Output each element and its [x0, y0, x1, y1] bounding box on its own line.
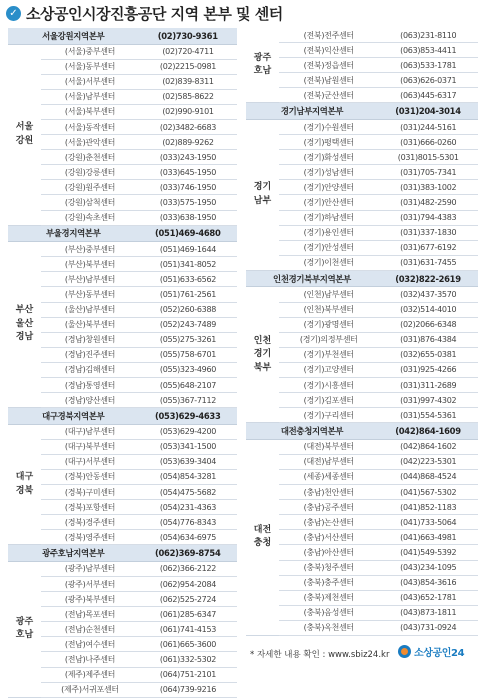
center-name: (부산)동부센터 — [64, 289, 116, 299]
center-name: (강원)강릉센터 — [64, 167, 116, 177]
center-name: (전남)목포센터 — [64, 609, 116, 619]
center-row — [41, 45, 237, 60]
center-name: (충남)서산센터 — [303, 532, 354, 542]
center-row — [279, 318, 478, 333]
center-phone: (064)751-2101 — [159, 670, 217, 680]
center-name: (충북)청주센터 — [303, 563, 354, 573]
center-phone: (042)864-1602 — [400, 442, 457, 452]
headquarters-name: 광주호남지역본부 — [42, 548, 105, 559]
center-row — [41, 180, 237, 195]
center-row — [41, 120, 237, 135]
center-name: (경기)의정부센터 — [299, 335, 358, 345]
center-name: (대전)북부센터 — [303, 442, 354, 452]
region-headquarters-row — [8, 28, 237, 45]
center-phone: (044)868-4524 — [400, 472, 457, 482]
center-row — [279, 333, 478, 348]
center-name: (경남)양산센터 — [64, 395, 116, 405]
center-phone: (051)761-2561 — [159, 289, 217, 299]
region-group — [246, 287, 478, 423]
center-name: (충남)공주센터 — [303, 502, 354, 512]
center-name: (경기)안성센터 — [303, 243, 354, 253]
logo-text: 소상공인24 — [414, 648, 465, 659]
center-phone: (051)633-6562 — [159, 274, 217, 284]
region-label: 인천 경기 북부 — [246, 287, 279, 423]
center-phone: (062)366-2122 — [159, 564, 217, 574]
center-row — [279, 303, 478, 318]
region-group — [8, 242, 237, 408]
region-headquarters-row — [8, 408, 237, 425]
center-row — [41, 562, 237, 577]
center-row — [41, 378, 237, 393]
center-name: (경북)안동센터 — [64, 472, 116, 482]
center-phone: (063)853-4411 — [400, 45, 457, 55]
center-phone: (055)648-2107 — [159, 380, 217, 390]
center-name: (부산)남부센터 — [64, 274, 116, 284]
center-row — [279, 287, 478, 302]
center-name: (충북)음성센터 — [303, 608, 354, 618]
center-row — [279, 515, 478, 530]
center-row — [279, 241, 478, 256]
center-name: (전북)전주센터 — [303, 30, 354, 40]
center-row — [41, 60, 237, 75]
region-label: 대구 경북 — [8, 425, 41, 546]
center-phone: (032)655-0381 — [400, 350, 457, 360]
center-row — [41, 470, 237, 485]
center-phone: (031)482-2590 — [400, 197, 457, 207]
center-row — [41, 150, 237, 165]
center-phone: (02)585-8622 — [162, 92, 214, 102]
center-name: (경남)김해센터 — [64, 365, 116, 375]
center-list — [41, 242, 237, 408]
center-row — [279, 455, 478, 470]
center-phone: (054)634-6975 — [159, 532, 217, 542]
center-phone: (063)445-6317 — [400, 90, 457, 100]
center-name: (경북)경주센터 — [64, 517, 116, 527]
center-row — [41, 105, 237, 120]
center-row — [279, 348, 478, 363]
center-name: (경남)진주센터 — [64, 350, 116, 360]
center-row — [279, 561, 478, 576]
center-phone: (02)3482-6683 — [159, 122, 217, 132]
region-label: 부산 울산 경남 — [8, 242, 41, 408]
center-phone: (031)876-4384 — [400, 335, 457, 345]
center-phone: (061)332-5302 — [159, 655, 217, 665]
center-phone: (031)666-0260 — [400, 137, 457, 147]
center-name: (충북)충주센터 — [303, 578, 354, 588]
center-row — [279, 621, 478, 636]
region-group — [246, 120, 478, 271]
center-row — [41, 485, 237, 500]
center-row — [41, 683, 237, 698]
left-directory-column — [8, 28, 237, 698]
center-phone: (054)854-3281 — [159, 472, 217, 482]
center-name: (강원)원주센터 — [64, 182, 116, 192]
center-phone: (063)533-1781 — [400, 60, 457, 70]
sbiz24-logo — [398, 644, 464, 659]
center-phone: (054)475-5682 — [159, 487, 217, 497]
center-row — [41, 272, 237, 287]
center-row — [279, 165, 478, 180]
center-name: (경기)평택센터 — [303, 137, 354, 147]
center-name: (전북)익산센터 — [303, 45, 354, 55]
center-name: (서울)북부센터 — [64, 107, 116, 117]
center-phone: (054)776-8343 — [159, 517, 217, 527]
center-row — [279, 576, 478, 591]
page-title-bar — [6, 2, 283, 24]
center-row — [41, 363, 237, 378]
check-icon: ✓ — [6, 6, 21, 21]
region-label: 광주 호남 — [246, 28, 279, 103]
center-row — [41, 622, 237, 637]
center-phone: (041)567-5302 — [400, 487, 457, 497]
center-row — [41, 530, 237, 545]
region-group — [8, 425, 237, 546]
center-phone: (02)2215-0981 — [159, 62, 217, 72]
center-name: (경기)하남센터 — [303, 213, 354, 223]
center-phone: (042)223-5301 — [400, 457, 457, 467]
center-row — [279, 226, 478, 241]
center-row — [41, 637, 237, 652]
headquarters-phone: (042)864-1609 — [395, 426, 461, 436]
center-row — [41, 455, 237, 470]
center-phone: (054)231-4363 — [159, 502, 217, 512]
center-phone: (033)645-1950 — [159, 167, 217, 177]
center-name: (울산)북부센터 — [64, 320, 116, 330]
center-name: (서울)동작센터 — [64, 122, 116, 132]
center-name: (강원)춘천센터 — [64, 152, 116, 162]
center-name: (광주)북부센터 — [64, 594, 116, 604]
headquarters-name: 서울강원지역본부 — [42, 30, 105, 41]
center-row — [279, 120, 478, 135]
center-name: (서울)중부센터 — [64, 47, 116, 57]
center-phone: (043)854-3616 — [400, 578, 457, 588]
center-phone: (033)746-1950 — [159, 182, 217, 192]
center-row — [41, 592, 237, 607]
center-phone: (062)525-2724 — [159, 594, 217, 604]
center-phone: (055)367-7112 — [159, 395, 217, 405]
center-name: (경북)영주센터 — [64, 532, 116, 542]
center-phone: (031)794-4383 — [400, 213, 457, 223]
center-name: (충북)옥천센터 — [303, 623, 354, 633]
headquarters-name: 인천경기북부지역본부 — [273, 273, 351, 284]
headquarters-name: 대구경북지역본부 — [42, 410, 105, 421]
center-phone: (02)720-4711 — [162, 47, 214, 57]
center-row — [279, 591, 478, 606]
center-name: (경기)이천센터 — [303, 258, 354, 268]
center-name: (경북)구미센터 — [64, 487, 116, 497]
center-name: (대구)서부센터 — [64, 457, 116, 467]
center-phone: (031)997-4302 — [400, 395, 457, 405]
center-phone: (055)275-3261 — [159, 335, 217, 345]
center-list — [41, 45, 237, 226]
center-name: (경기)시흥센터 — [303, 380, 354, 390]
center-row — [279, 195, 478, 210]
center-row — [279, 135, 478, 150]
center-name: (경기)용인센터 — [303, 228, 354, 238]
center-name: (인천)북부센터 — [303, 305, 354, 315]
center-row — [41, 257, 237, 272]
center-row — [279, 211, 478, 226]
center-phone: (064)739-9216 — [159, 685, 217, 695]
center-row — [279, 408, 478, 423]
center-name: (제주)서귀포센터 — [61, 685, 119, 695]
center-name: (인천)남부센터 — [303, 289, 354, 299]
headquarters-phone: (051)469-4680 — [154, 228, 221, 239]
region-headquarters-row — [246, 271, 478, 288]
center-phone: (031)925-4266 — [400, 365, 457, 375]
center-phone: (043)234-1095 — [400, 563, 457, 573]
center-name: (전남)나주센터 — [64, 655, 116, 665]
center-row — [279, 180, 478, 195]
center-phone: (043)731-0924 — [400, 623, 457, 633]
center-phone: (032)514-4010 — [400, 305, 457, 315]
center-name: (경기)김포센터 — [303, 395, 354, 405]
center-phone: (031)705-7341 — [400, 167, 457, 177]
center-phone: (055)758-6701 — [159, 350, 217, 360]
center-row — [279, 43, 478, 58]
center-row — [41, 287, 237, 302]
center-row — [41, 607, 237, 622]
center-name: (전북)정읍센터 — [303, 60, 354, 70]
region-headquarters-row — [8, 545, 237, 562]
center-phone: (031)337-1830 — [400, 228, 457, 238]
right-directory-column — [246, 28, 478, 636]
center-name: (전남)순천센터 — [64, 624, 116, 634]
center-row — [279, 545, 478, 560]
center-phone: (043)873-1811 — [400, 608, 457, 618]
center-list — [279, 28, 478, 103]
region-headquarters-row — [8, 226, 237, 243]
center-row — [279, 363, 478, 378]
center-phone: (053)629-4200 — [159, 427, 217, 437]
center-phone: (033)638-1950 — [159, 213, 217, 223]
center-phone: (055)323-4960 — [159, 365, 217, 375]
headquarters-name: 부울경지역본부 — [45, 228, 101, 239]
center-row — [41, 652, 237, 667]
region-label: 대전 충청 — [246, 440, 279, 636]
center-phone: (063)231-8110 — [400, 30, 457, 40]
center-phone: (033)243-1950 — [159, 152, 217, 162]
center-name: (전북)군산센터 — [303, 90, 354, 100]
center-name: (경기)고양센터 — [303, 365, 354, 375]
center-row — [279, 256, 478, 271]
center-name: (세종)세종센터 — [303, 472, 354, 482]
center-name: (강원)삼척센터 — [64, 197, 116, 207]
region-label: 경기 남부 — [246, 120, 279, 271]
center-list — [279, 440, 478, 636]
center-row — [279, 28, 478, 43]
center-row — [41, 440, 237, 455]
headquarters-name: 대전충청지역본부 — [280, 426, 344, 436]
center-name: (충남)천안센터 — [303, 487, 354, 497]
center-phone: (061)665-3600 — [159, 639, 217, 649]
center-name: (경기)안산센터 — [303, 197, 354, 207]
center-name: (경남)창원센터 — [64, 335, 116, 345]
center-row — [41, 303, 237, 318]
center-name: (대전)남부센터 — [303, 457, 354, 467]
center-phone: (051)469-1644 — [159, 244, 217, 254]
center-name: (서울)서부센터 — [64, 77, 116, 87]
region-group — [246, 28, 478, 103]
center-row — [41, 211, 237, 226]
region-group — [246, 440, 478, 636]
center-row — [41, 500, 237, 515]
center-phone: (033)575-1950 — [159, 197, 217, 207]
headquarters-name: 경기남부지역본부 — [280, 106, 344, 117]
region-group — [8, 45, 237, 226]
center-row — [279, 470, 478, 485]
center-name: (경기)안양센터 — [303, 182, 354, 192]
center-row — [41, 425, 237, 440]
center-name: (전북)남원센터 — [303, 75, 354, 85]
region-headquarters-row — [246, 423, 478, 440]
center-name: (경기)부천센터 — [303, 350, 354, 360]
center-name: (경기)구리센터 — [303, 410, 354, 420]
center-row — [41, 515, 237, 530]
headquarters-phone: (062)369-8754 — [154, 548, 221, 559]
center-row — [41, 195, 237, 210]
center-list — [279, 287, 478, 423]
center-phone: (031)554-5361 — [400, 410, 457, 420]
center-name: (부산)북부센터 — [64, 259, 116, 269]
center-name: (강원)속초센터 — [64, 213, 116, 223]
center-name: (서울)관악센터 — [64, 137, 116, 147]
center-name: (광주)서부센터 — [64, 579, 116, 589]
headquarters-phone: (053)629-4633 — [154, 410, 221, 421]
center-phone: (041)549-5392 — [400, 547, 457, 557]
region-group — [8, 562, 237, 698]
center-phone: (053)341-1500 — [159, 442, 217, 452]
center-phone: (032)437-3570 — [400, 289, 457, 299]
center-phone: (062)954-2084 — [159, 579, 217, 589]
center-phone: (053)639-3404 — [159, 457, 217, 467]
center-phone: (052)260-6388 — [159, 305, 217, 315]
center-row — [279, 58, 478, 73]
center-row — [41, 165, 237, 180]
center-name: (경기)성남센터 — [303, 167, 354, 177]
center-phone: (041)733-5064 — [400, 517, 457, 527]
center-name: (충남)아산센터 — [303, 547, 354, 557]
center-name: (전남)여수센터 — [64, 639, 116, 649]
center-name: (서울)동부센터 — [64, 62, 116, 72]
center-name: (광주)남부센터 — [64, 564, 116, 574]
center-row — [279, 378, 478, 393]
center-row — [279, 440, 478, 455]
center-list — [41, 425, 237, 546]
center-row — [279, 88, 478, 103]
center-row — [41, 577, 237, 592]
center-phone: (031)311-2689 — [400, 380, 457, 390]
center-phone: (061)285-6347 — [159, 609, 217, 619]
center-row — [279, 393, 478, 408]
center-row — [41, 348, 237, 363]
center-phone: (031)631-7455 — [400, 258, 457, 268]
center-phone: (02)2066-6348 — [400, 320, 457, 330]
region-label: 광주 호남 — [8, 562, 41, 698]
center-row — [41, 242, 237, 257]
center-row — [41, 75, 237, 90]
center-name: (충남)논산센터 — [303, 517, 354, 527]
logo-mark-icon — [398, 645, 411, 658]
center-phone: (052)243-7489 — [159, 320, 217, 330]
center-list — [279, 120, 478, 271]
center-name: (부산)중부센터 — [64, 244, 116, 254]
page-title: 소상공인시장진흥공단 지역 본부 및 센터 — [26, 4, 283, 23]
center-name: (경기)화성센터 — [303, 152, 354, 162]
center-row — [41, 393, 237, 408]
region-label: 서울 강원 — [8, 45, 41, 226]
center-name: (제주)제주센터 — [64, 670, 116, 680]
center-name: (울산)남부센터 — [64, 305, 116, 315]
center-name: (서울)남부센터 — [64, 92, 116, 102]
center-row — [41, 333, 237, 348]
center-list — [41, 562, 237, 698]
center-name: (경기)수원센터 — [303, 122, 354, 132]
region-headquarters-row — [246, 103, 478, 120]
center-name: (경북)포항센터 — [64, 502, 116, 512]
center-phone: (02)889-9262 — [162, 137, 214, 147]
center-name: (대구)북부센터 — [64, 442, 116, 452]
center-phone: (041)852-1183 — [400, 502, 457, 512]
center-row — [279, 500, 478, 515]
center-phone: (031)244-5161 — [400, 122, 457, 132]
center-name: (충북)제천센터 — [303, 593, 354, 603]
center-name: (경남)통영센터 — [64, 380, 116, 390]
center-name: (대구)남부센터 — [64, 427, 116, 437]
headquarters-phone: (032)822-2619 — [395, 273, 461, 284]
center-phone: (041)663-4981 — [400, 532, 457, 542]
headquarters-phone: (031)204-3014 — [395, 106, 461, 117]
headquarters-phone: (02)730-9361 — [157, 30, 218, 41]
center-phone: (02)839-8311 — [162, 77, 214, 87]
center-row — [41, 90, 237, 105]
center-row — [41, 318, 237, 333]
footer-note: * 자세한 내용 확인 : www.sbiz24.kr — [250, 650, 390, 660]
center-phone: (031)677-6192 — [400, 243, 457, 253]
center-row — [279, 73, 478, 88]
center-phone: (031)383-1002 — [400, 182, 457, 192]
center-row — [279, 606, 478, 621]
center-phone: (043)652-1781 — [400, 593, 457, 603]
center-phone: (02)990-9101 — [162, 107, 214, 117]
center-name: (경기)광명센터 — [303, 320, 354, 330]
center-row — [279, 485, 478, 500]
center-phone: (061)741-4153 — [159, 624, 217, 634]
center-row — [279, 530, 478, 545]
center-phone: (063)626-0371 — [400, 75, 457, 85]
center-phone: (051)341-8052 — [159, 259, 217, 269]
center-row — [41, 135, 237, 150]
center-phone: (031)8015-5301 — [397, 152, 459, 162]
center-row — [279, 150, 478, 165]
